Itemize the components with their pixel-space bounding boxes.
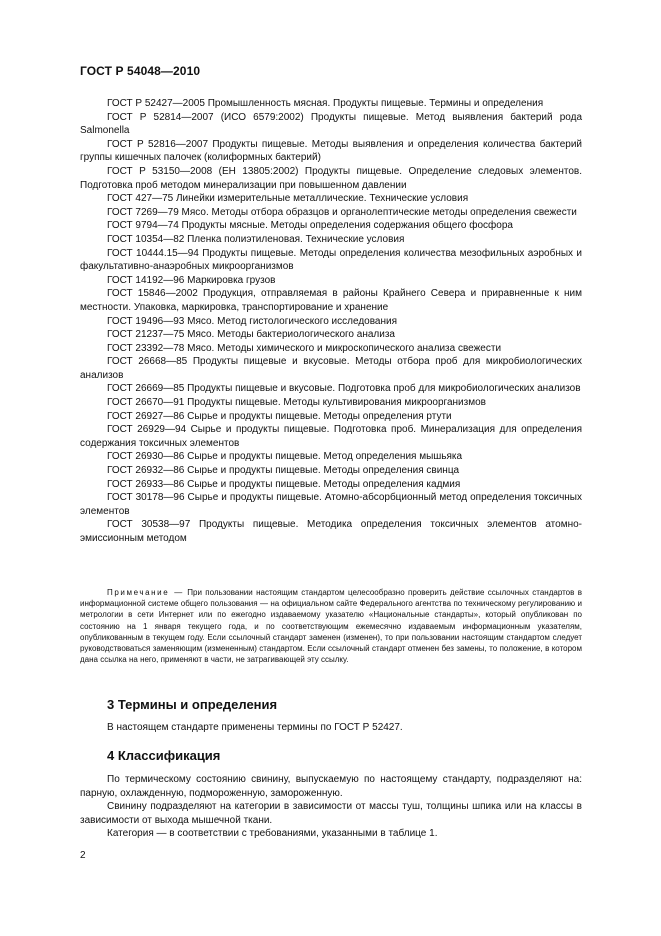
reference-item: ГОСТ Р 52814—2007 (ИСО 6579:2002) Продукты пищевые. Метод выявления бактерий рода Salmonella [80,111,582,137]
section-3-text: В настоящем стандарте применены термины по ГОСТ Р 52427. [107,722,403,733]
reference-item: ГОСТ 19496—93 Мясо. Метод гистологического исследования [107,315,398,327]
normative-references-list [80,97,582,546]
reference-item: ГОСТ 26929—94 Сырье и продукты пищевые. Подготовка проб. Минерализация для определения содержания токсичных элементов [80,424,582,449]
section-4-body [80,773,582,841]
reference-item: ГОСТ Р 53150—2008 (ЕН 13805:2002) Продукты пищевые. Определение следовых элементов. Подготовка проб методом минерализации при повышенном давлении [80,165,582,191]
reference-item: ГОСТ 30538—97 Продукты пищевые. Методика определения токсичных элементов атомно-эмиссионным методом [80,519,582,544]
reference-item: ГОСТ 10354—82 Пленка полиэтиленовая. Технические условия [107,233,405,245]
reference-item: ГОСТ 10444.15—94 Продукты пищевые. Методы определения количества мезофильных аэробных и факультативно-анаэробных микроорганизмов [80,247,582,273]
note-text: При пользовании настоящим стандартом целесообразно проверить действие ссылочных стандартов в информационной системе общего пользования — на официальном сайте Федерального агентства по техническому регулированию и метрологии в сети Интернет или по ежегодно издаваемому указателю «Национальные стандарты», который опубликован по состоянию на 1 января текущего года, и по соответствующим ежемесячно издаваемым информационным указателям, опубликованным в текущем году. Если ссылочный стандарт заменен (изменен), то при пользовании настоящим стандартом следует руководствоваться заменяющим (измененным) стандартом. Если ссылочный стандарт отменен без замены, то положение, в котором дана ссылка на него, применяют в части, не затрагивающей эту ссылку. [80,588,582,665]
reference-item: ГОСТ 7269—79 Мясо. Методы отбора образцов и органолептические методы определения свежести [107,206,577,218]
section-3-heading: 3 Термины и определения [107,697,278,712]
reference-item: ГОСТ 427—75 Линейки измерительные металлические. Технические условия [107,193,469,205]
section-4-paragraph: Категория — в соответствии с требованиями, указанными в таблице 1. [107,828,438,840]
note-paragraph [80,587,582,665]
section-4-paragraph: Свинину подразделяют на категории в зависимости от массы туш, толщины шпика или на классы в зависимости от выхода мышечной ткани. [80,801,582,826]
reference-item: ГОСТ 21237—75 Мясо. Методы бактериологического анализа [107,329,395,341]
reference-item: ГОСТ 14192—96 Маркировка грузов [107,274,276,286]
reference-item: ГОСТ 26668—85 Продукты пищевые и вкусовые. Методы отбора проб для микробиологических анализов [80,356,582,381]
section-4-heading: 4 Классификация [107,748,221,763]
reference-item: ГОСТ 26927—86 Сырье и продукты пищевые. Методы определения ртути [107,410,452,422]
note-label: Примечание — [107,588,184,597]
standard-header: ГОСТ Р 54048—2010 [80,64,201,78]
reference-item: ГОСТ Р 52427—2005 Промышленность мясная. Продукты пищевые. Термины и определения [107,98,544,109]
reference-item: ГОСТ Р 52816—2007 Продукты пищевые. Методы выявления и определения количества бактерий группы кишечных палочек (колиформных бактерий) [80,138,582,164]
reference-item: ГОСТ 30178—96 Сырье и продукты пищевые. Атомно-абсорбционный метод определения токсичных элементов [80,492,582,517]
reference-item: ГОСТ 26933—86 Сырье и продукты пищевые. Методы определения кадмия [107,478,461,490]
reference-item: ГОСТ 26670—91 Продукты пищевые. Методы культивирования микроорганизмов [107,397,486,409]
reference-item: ГОСТ 23392—78 Мясо. Методы химического и микроскопического анализа свежести [107,342,502,354]
reference-item: ГОСТ 15846—2002 Продукция, отправляемая в районы Крайнего Севера и приравненные к ним местности. Упаковка, маркировка, транспортирование и хранение [80,288,582,313]
reference-item: ГОСТ 26932—86 Сырье и продукты пищевые. Методы определения свинца [107,465,460,477]
section-4-paragraph: По термическому состоянию свинину, выпускаемую по настоящему стандарту, подразделяют на: парную, охлажденную, подмороженную, замороженную. [80,774,582,799]
reference-item: ГОСТ 26669—85 Продукты пищевые и вкусовые. Подготовка проб для микробиологических анализов [107,383,581,395]
reference-item: ГОСТ 26930—86 Сырье и продукты пищевые. Метод определения мышьяка [107,451,463,463]
reference-item: ГОСТ 9794—74 Продукты мясные. Методы определения содержания общего фосфора [107,220,513,232]
page-number: 2 [80,850,86,861]
